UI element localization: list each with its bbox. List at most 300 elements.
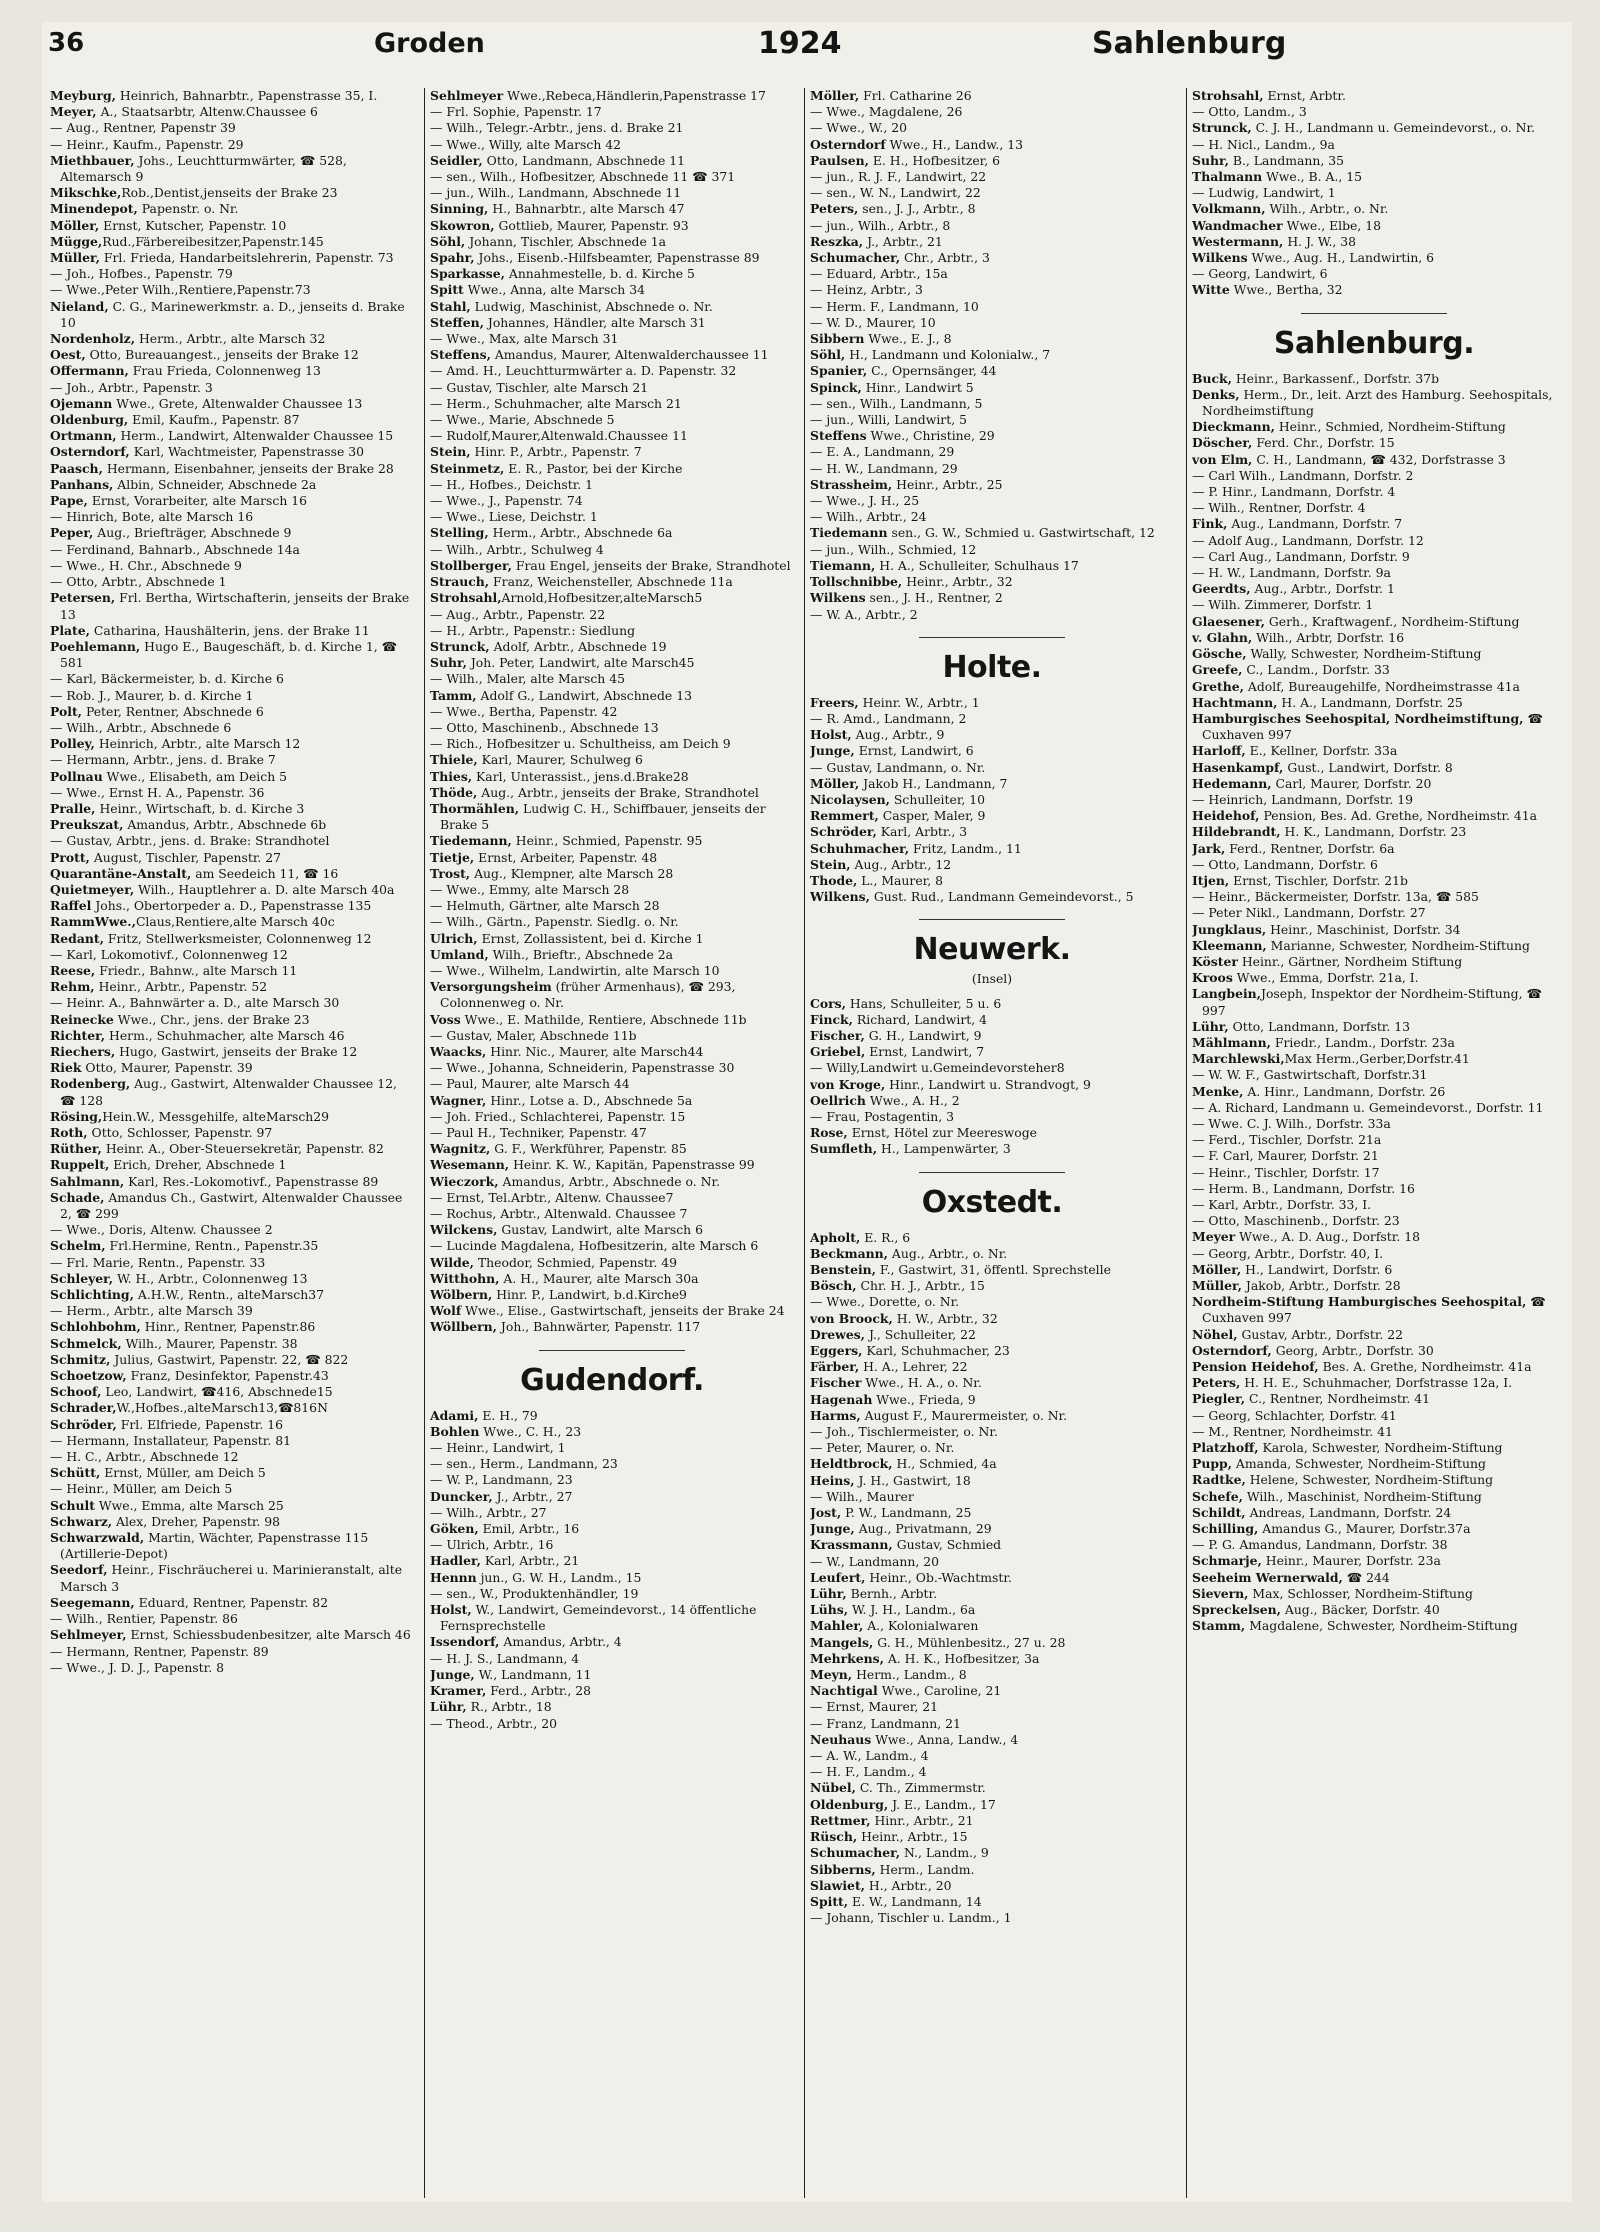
entry-name: von Kroge, [810,1076,886,1092]
entry-details: G. F., Werkführer, Papenstr. 85 [490,1141,687,1157]
entry-name: Riek [50,1060,82,1076]
directory-entry [1192,679,1556,695]
directory-entry [430,1271,794,1287]
directory-entry [810,412,1174,428]
directory-entry [50,347,414,363]
directory-entry [50,1562,414,1594]
directory-entry [430,801,794,833]
entry-details: Amandus Ch., Gastwirt, Altenwalder Chaussee 2, ☎ 299 [60,1189,403,1222]
entry-details: W., Landwirt, Gemeindevorst., 14 öffentliche Fernsprechstelle [440,1602,757,1634]
directory-entry [1192,1424,1556,1440]
entry-details: Gust. Rud., Landmann Gemeindevorst., 5 [869,889,1134,905]
entry-details: C. H., Landmann, ☎ 432, Dorfstrasse 3 [1252,451,1506,467]
entry-details: — Heinr., Kaufm., Papenstr. 29 [50,136,244,152]
directory-entry [50,153,414,185]
directory-entry [430,1060,794,1076]
entry-details: Wally, Schwester, Nordheim-Stiftung [1246,646,1482,662]
entry-name: Meyburg, [50,88,116,103]
directory-entry [50,623,414,639]
directory-entry [50,266,414,282]
directory-entry [430,201,794,217]
directory-entry [810,1311,1174,1327]
entry-details: Wwe., Anna, Landw., 4 [871,1731,1019,1747]
entry-name: Paasch, [50,460,103,476]
entry-details: ☎ Cuxhaven 997 [1202,1294,1546,1326]
entry-name: Schröder, [50,1416,117,1432]
directory-entry [810,808,1174,824]
entry-name: Thiele, [430,752,478,768]
entry-name: Piegler, [1192,1391,1246,1407]
entry-details: Chr., Arbtr., 3 [900,250,990,266]
directory-entry [50,185,414,201]
entry-details: Aug., Arbtr., 12 [850,856,952,872]
directory-entry [430,607,794,623]
entry-name: Ulrich, [430,930,478,946]
directory-entry [430,720,794,736]
entry-name: Schult [50,1497,95,1513]
directory-entry [1192,419,1556,435]
directory-entry [50,1303,414,1319]
directory-entry [430,963,794,979]
entry-name: Hadler, [430,1553,481,1569]
entry-details: Herm., Landm., 8 [852,1667,967,1683]
entry-details: Wwe., Anna, alte Marsch 34 [463,282,645,298]
entry-details: A., Kolonialwaren [863,1618,979,1634]
entry-details: — Herm., Schuhmacher, alte Marsch 21 [430,395,682,411]
entry-name: Tiemann, [810,557,876,573]
entry-details: Adolf, Bureaugehilfe, Nordheimstrasse 41a [1243,678,1520,694]
entry-name: Steinmetz, [430,460,505,476]
entry-details: L., Maurer, 8 [857,872,943,888]
entry-name: Steffens, [430,347,491,363]
entry-name: Leufert, [810,1569,866,1585]
directory-entry [1192,1213,1556,1229]
entry-details: Ernst, Arbeiter, Papenstr. 48 [474,849,658,865]
entry-details: — Wwe., Wilhelm, Landwirtin, alte Marsch 10 [430,962,720,978]
entry-details: Karl, Wachtmeister, Papenstrasse 30 [129,444,365,460]
directory-entry [430,104,794,120]
section-rule [919,919,1065,920]
entry-details: Julius, Gastwirt, Papenstr. 22, ☎ 822 [110,1351,349,1367]
directory-entry [50,1141,414,1157]
directory-entry [50,1044,414,1060]
directory-entry [50,898,414,914]
directory-entry [810,461,1174,477]
directory-entry [1192,954,1556,970]
column-divider [804,88,805,2198]
entry-details: Heinrich, Arbtr., alte Marsch 12 [94,736,301,752]
entry-details: — Ernst, Maurer, 21 [810,1699,939,1715]
directory-entry [810,1359,1174,1375]
entry-name: Petersen, [50,590,116,606]
entry-details: Ferd., Arbtr., 28 [486,1683,592,1699]
entry-details: — Adolf Aug., Landmann, Dorfstr. 12 [1192,532,1424,548]
entry-name: Thöde, [430,784,478,800]
entry-details: Bernh., Arbtr. [846,1586,938,1602]
entry-name: Reinecke [50,1011,114,1027]
entry-details: Johs., Eisenb.-Hilfsbeamter, Papenstrasse 89 [474,250,760,266]
entry-name: Adami, [430,1407,479,1423]
directory-entry [430,477,794,493]
entry-name: Langbein, [1192,986,1261,1002]
entry-details: — Wwe., Emmy, alte Marsch 28 [430,881,630,897]
entry-details: jun., G. W. H., Landm., 15 [476,1569,642,1585]
entry-details: Andreas, Landmann, Dorfstr. 24 [1245,1504,1452,1520]
directory-entry [1192,1116,1556,1132]
directory-entry [430,1109,794,1125]
entry-name: Fischer [810,1375,862,1391]
directory-entry [50,850,414,866]
entry-name: Meyn, [810,1667,853,1683]
directory-entry [430,1553,794,1569]
entry-name: Mügge, [50,233,103,249]
entry-name: Schmitz, [50,1351,111,1367]
directory-entry [50,1514,414,1530]
entry-details: — H. F., Landm., 4 [810,1764,927,1780]
entry-name: Oldenburg, [810,1796,889,1812]
entry-name: Quarantäne-Anstalt, [50,865,192,881]
entry-details: Karl, Unterassist., jens.d.Brake28 [472,768,689,784]
entry-name: Peper, [50,525,94,541]
entry-details: sen., J. H., Rentner, 2 [865,590,1003,606]
entry-name: Heins, [810,1472,855,1488]
directory-entry [430,1141,794,1157]
directory-entry [810,1012,1174,1028]
directory-entry [430,88,794,104]
entry-details: Herm., Landm. [875,1861,975,1877]
directory-entry [810,1392,1174,1408]
entry-details: Wwe., Grete, Altenwalder Chaussee 13 [112,395,363,411]
directory-entry [810,1246,1174,1262]
directory-entry [50,1400,414,1416]
entry-details: — P. Hinr., Landmann, Dorfstr. 4 [1192,484,1396,500]
entry-details: Heinr. A., Ober-Steuersekretär, Papenstr. 82 [101,1141,384,1157]
directory-entry [810,1375,1174,1391]
directory-entry [50,720,414,736]
entry-details: Fritz, Stellwerksmeister, Colonnenweg 12 [103,930,372,946]
entry-details: Johann, Tischler, Abschnede 1a [465,233,667,249]
entry-name: Pupp, [1192,1456,1232,1472]
directory-entry [1192,630,1556,646]
entry-details: — Wwe., W., 20 [810,120,907,136]
entry-details: Franz, Weichensteller, Abschnede 11a [489,574,733,590]
entry-name: Dieckmann, [1192,419,1275,435]
directory-entry [810,1910,1174,1926]
directory-entry [810,1093,1174,1109]
entry-name: Panhans, [50,476,114,492]
directory-entry [810,396,1174,412]
page-header [42,22,1572,70]
entry-details: E. R., Pastor, bei der Kirche [504,460,683,476]
entry-details: Jakob, Arbtr., Dorfstr. 28 [1241,1278,1401,1294]
entry-details: Aug., Arbtr., Dorfstr. 1 [1250,581,1395,597]
directory-entry [1192,1165,1556,1181]
entry-details: — Wilh., Telegr.-Arbtr., jens. d. Brake 21 [430,120,684,136]
entry-name: Quietmeyer, [50,881,135,897]
entry-details: — Wwe., Magdalene, 26 [810,104,963,120]
entry-details: — Paul, Maurer, alte Marsch 44 [430,1076,630,1092]
directory-entry [1192,1505,1556,1521]
directory-entry [50,590,414,622]
entry-details: P. W., Landmann, 25 [841,1505,972,1521]
entry-details: — Carl Aug., Landmann, Dorfstr. 9 [1192,548,1410,564]
directory-entry [50,1498,414,1514]
entry-details: — Wwe., Bertha, Papenstr. 42 [430,703,618,719]
directory-entry [1192,500,1556,516]
header-right-title: Sahlenburg [1092,26,1287,61]
directory-entry [1192,1035,1556,1051]
entry-details: Rob.,Dentist,jenseits der Brake 23 [121,185,338,201]
entry-details: — Rob. J., Maurer, b. d. Kirche 1 [50,687,254,703]
entry-details: — Wilh., Maurer [810,1488,914,1504]
directory-entry [1192,1602,1556,1618]
entry-details: Amanda, Schwester, Nordheim-Stiftung [1231,1456,1486,1472]
directory-entry [810,857,1174,873]
directory-entry [810,185,1174,201]
entry-name: Söhl, [810,347,846,363]
directory-entry [430,1125,794,1141]
entry-name: Schmarje, [1192,1553,1262,1569]
directory-entry [430,1287,794,1303]
section-heading: Sahlenburg. [1273,325,1475,361]
directory-entry [50,995,414,1011]
directory-entry [430,1408,794,1424]
entry-name: Tietje, [430,849,475,865]
directory-entry [1192,88,1556,104]
directory-entry [430,623,794,639]
directory-entry [1192,1181,1556,1197]
entry-name: Remmert, [810,808,879,824]
entry-details: Joh. Peter, Landwirt, alte Marsch45 [466,655,695,671]
entry-name: Steffen, [430,314,484,330]
entry-details: Wwe., H., Landw., 13 [885,136,1023,152]
entry-details: Karl, Maurer, Schulweg 6 [477,752,643,768]
entry-details: — Otto, Landm., 3 [1192,104,1307,120]
entry-details: Wilh., Hauptlehrer a. D. alte Marsch 40a [134,881,395,897]
entry-name: Polt, [50,703,82,719]
entry-name: Rüther, [50,1141,102,1157]
directory-entry [430,558,794,574]
entry-details: — P. G. Amandus, Landmann, Dorfstr. 38 [1192,1537,1448,1553]
entry-details: — Amd. H., Leuchtturmwärter a. D. Papenstr. 32 [430,363,737,379]
directory-entry [50,639,414,671]
entry-name: Kroos [1192,970,1233,986]
entry-details: Otto, Maurer, Papenstr. 39 [81,1060,253,1076]
directory-entry [50,1319,414,1335]
directory-entry [810,380,1174,396]
entry-name: Junge, [430,1666,475,1682]
entry-details: Rud.,Färbereibesitzer,Papenstr.145 [102,233,324,249]
directory-entry [1192,1375,1556,1391]
directory-entry [50,801,414,817]
directory-entry [1192,1440,1556,1456]
entry-details: C. Th., Zimmermstr. [855,1780,986,1796]
directory-entry [810,266,1174,282]
entry-name: Lühr, [430,1699,467,1715]
entry-details: — Karl, Arbtr., Dorfstr. 33, I. [1192,1197,1372,1212]
directory-entry [810,1262,1174,1278]
section-rule [1301,313,1447,314]
entry-details: E. H., 79 [478,1407,538,1423]
entry-details: — Joh., Tischlermeister, o. Nr. [810,1424,998,1440]
entry-details: — Rich., Hofbesitzer u. Schultheiss, am Deich 9 [430,736,731,752]
entry-details: Johannes, Händler, alte Marsch 31 [483,314,706,330]
entry-details: Catharina, Haushälterin, jens. der Brake 11 [89,622,370,638]
entry-name: Rüsch, [810,1829,858,1845]
header-left-title: Groden [374,28,485,59]
entry-details: — Karl, Lokomotivf., Colonnenweg 12 [50,946,288,962]
entry-details: Wilh., Brieftr., Abschnede 2a [488,946,674,962]
entry-name: Strassheim, [810,476,893,492]
directory-entry [810,509,1174,525]
entry-details: A. Hinr., Landmann, Dorfstr. 26 [1243,1083,1446,1099]
directory-entry [1192,137,1556,153]
entry-name: Ojemann [50,395,113,411]
directory-entry [810,493,1174,509]
directory-entry [430,185,794,201]
entry-name: Trost, [430,865,471,881]
directory-entry [50,1060,414,1076]
entry-details: Ernst, Vorarbeiter, alte Marsch 16 [87,493,308,509]
entry-details: — Wwe. C. J. Wilh., Dorfstr. 33a [1192,1115,1391,1131]
entry-details: — Wwe., J., Papenstr. 74 [430,493,583,509]
entry-details: Theodor, Schmied, Papenstr. 49 [473,1254,678,1270]
entry-details: — A. W., Landm., 4 [810,1748,929,1764]
directory-entry [1192,185,1556,201]
directory-entry [430,914,794,930]
entry-name: Suhr, [1192,152,1229,168]
entry-name: Nachtigal [810,1683,878,1699]
entry-details: — Eduard, Arbtr., 15a [810,266,948,282]
entry-details: — Wwe., Johanna, Schneiderin, Papenstrasse 30 [430,1060,735,1076]
entry-details: Heinr., Barkassenf., Dorfstr. 37b [1231,370,1440,386]
entry-details: — W. P., Landmann, 23 [430,1472,573,1488]
entry-name: Stamm, [1192,1618,1246,1634]
entry-details: Wwe., Bertha, 32 [1229,282,1343,298]
entry-details: Karl, Schuhmacher, 23 [862,1343,1010,1358]
entry-name: Schwarz, [50,1513,113,1529]
entry-details: Leo, Landwirt, ☎416, Abschnede15 [101,1384,333,1400]
entry-name: Hasenkampf, [1192,759,1284,775]
entry-name: Waacks, [430,1043,487,1059]
directory-entry [430,299,794,315]
entry-name: Wilkens, [810,889,870,905]
entry-name: Schwarzwald, [50,1530,145,1546]
entry-details: — Hermann, Arbtr., jens. d. Brake 7 [50,752,276,768]
entry-details: Frau Engel, jenseits der Brake, Strandhotel [511,557,791,573]
entry-name: Sehlmeyer [430,88,504,103]
entry-details: — R. Amd., Landmann, 2 [810,710,967,726]
directory-entry [50,444,414,460]
entry-name: Schröder, [810,824,877,840]
entry-name: Rettmer, [810,1812,871,1828]
directory-entry [810,1456,1174,1472]
entry-details: C., Opernsänger, 44 [867,363,997,379]
entry-details: H. A., Lehrer, 22 [859,1359,968,1375]
entry-details: Herm., Arbtr., Abschnede 6a [488,525,673,541]
entry-name: Pension Heidehof, [1192,1359,1319,1375]
entry-details: Max, Schlosser, Nordheim-Stiftung [1248,1585,1473,1601]
entry-details: ☎ 244 [1342,1569,1390,1585]
entry-name: Benstein, [810,1261,876,1277]
entry-details: C., Landm., Dorfstr. 33 [1242,662,1390,678]
directory-entry [1192,581,1556,597]
entry-details: — Heinr., Bäckermeister, Dorfstr. 13a, ☎ 585 [1192,889,1479,905]
directory-entry [810,1716,1174,1732]
directory-entry [430,1255,794,1271]
entry-name: Nübel, [810,1780,856,1796]
directory-entry [50,201,414,217]
entry-details: — Heinrich, Landmann, Dorfstr. 19 [1192,791,1414,807]
entry-name: Nicolaysen, [810,791,890,807]
entry-name: Fischer, [810,1027,865,1043]
directory-entry [50,1368,414,1384]
entry-details: — Ludwig, Landwirt, 1 [1192,185,1336,201]
entry-name: Grethe, [1192,678,1244,694]
entry-details: Bes. A. Grethe, Nordheimstr. 41a [1318,1359,1532,1375]
directory-entry [430,1076,794,1092]
directory-entry [50,218,414,234]
directory-entry [810,137,1174,153]
entry-name: Finck, [810,1011,853,1027]
entry-details: Aug., Bäcker, Dorfstr. 40 [1280,1602,1440,1618]
entry-name: Bohlen [430,1423,480,1439]
entry-name: Junge, [810,1521,855,1537]
directory-entry [50,234,414,250]
entry-name: Hedemann, [1192,775,1272,791]
entry-name: Holst, [810,727,852,743]
entry-name: Fink, [1192,516,1228,532]
directory-entry [50,1627,414,1643]
directory-entry [1192,1586,1556,1602]
directory-entry [1192,986,1556,1018]
entry-name: Heldtbrock, [810,1456,893,1472]
directory-entry [810,1230,1174,1246]
entry-name: Heidehof, [1192,808,1260,824]
entry-details: Richard, Landwirt, 4 [852,1011,987,1027]
column-3 [810,88,1174,2198]
entry-details: Ernst, Landwirt, 7 [865,1044,985,1060]
directory-entry [430,1424,794,1440]
entry-details: H. H. E., Schuhmacher, Dorfstrasse 12a, I. [1240,1375,1513,1391]
directory-entry [1192,1553,1556,1569]
entry-details: August F., Maurermeister, o. Nr. [860,1407,1068,1423]
directory-entry [50,914,414,930]
entry-details: — sen., Herm., Landmann, 23 [430,1456,618,1472]
section-rule [919,637,1065,638]
directory-entry [810,1667,1174,1683]
directory-entry [430,1440,794,1456]
entry-details: Aug., Arbtr., jenseits der Brake, Strandhotel [477,784,759,800]
directory-entry [430,1238,794,1254]
entry-name: Ortmann, [50,428,117,444]
directory-entry [1192,1262,1556,1278]
directory-entry [810,1424,1174,1440]
directory-entry [810,218,1174,234]
entry-details: Wilh., Maschinist, Nordheim-Stiftung [1242,1488,1482,1504]
directory-entry [810,1278,1174,1294]
directory-entry [430,1303,794,1319]
entry-details: Wwe., Emma, alte Marsch 25 [94,1497,284,1513]
directory-entry [1192,120,1556,136]
entry-details: Ernst, Arbtr. [1263,88,1346,103]
directory-entry [430,882,794,898]
directory-entry [50,412,414,428]
entry-name: Tiedemann [810,525,888,541]
directory-entry [430,525,794,541]
directory-entry [430,1157,794,1173]
entry-name: Suhr, [430,655,467,671]
